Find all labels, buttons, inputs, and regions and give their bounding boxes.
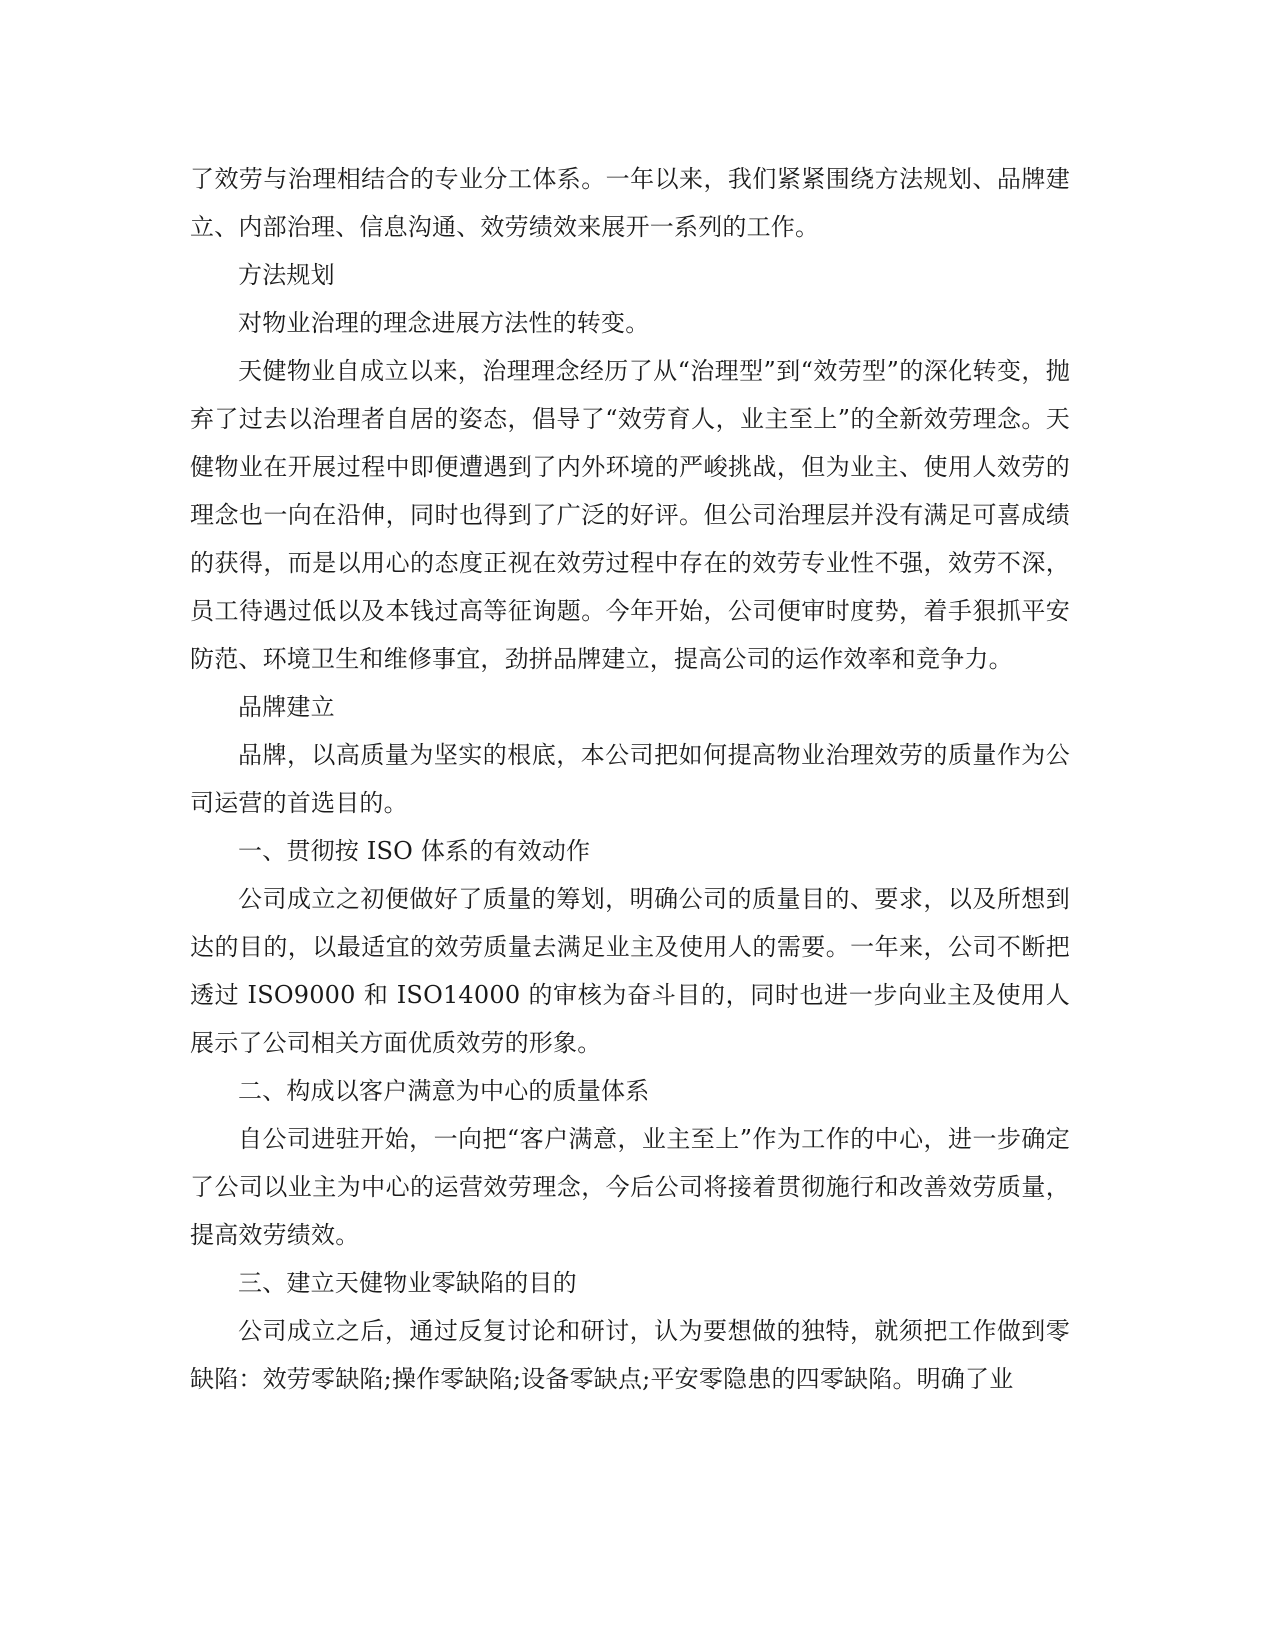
subsection-heading: 一、贯彻按 ISO 体系的有效动作 (238, 837, 591, 865)
paragraph: 自公司进驻开始，一向把“客户满意，业主至上”作为工作的中心，进一步确定了公司以业主为中心的运营效劳理念，今后公司将接着贯彻施行和改善效劳质量，提高效劳绩效。 (190, 1125, 1070, 1249)
paragraph: 品牌，以高质量为坚实的根底，本公司把如何提高物业治理效劳的质量作为公司运营的首选目的。 (190, 741, 1070, 817)
paragraph: 天健物业自成立以来，治理理念经历了从“治理型”到“效劳型”的深化转变，抛弃了过去以治理者自居的姿态，倡导了“效劳育人，业主至上”的全新效劳理念。天健物业在开展过程中即便遭遇到了内外环境的严峻挑战，但为业主、使用人效劳的理念也一向在沿伸，同时也得到了广泛的好评。但公司治理层并没有满足可喜成绩的获得，而是以用心的态度正视在效劳过程中存在的效劳专业性不强，效劳不深，员工待遇过低以及本钱过高等征询题。今年开始，公司便审时度势，着手狠抓平安防范、环境卫生和维修事宜，劲拼品牌建立，提高公司的运作效率和竞争力。 (190, 357, 1070, 673)
paragraph: 公司成立之初便做好了质量的筹划，明确公司的质量目的、要求，以及所想到达的目的，以最适宜的效劳质量去满足业主及使用人的需要。一年来，公司不断把透过 ISO9000 和 ISO14000 的审核为奋斗目的，同时也进一步向业主及使用人展示了公司相关方面优质效劳的形象。 (190, 885, 1070, 1057)
paragraph: 对物业治理的理念进展方法性的转变。 (238, 309, 650, 337)
section-heading: 品牌建立 (238, 693, 335, 721)
subsection-heading: 三、建立天健物业零缺陷的目的 (238, 1269, 577, 1297)
section-heading: 方法规划 (238, 261, 335, 289)
paragraph: 了效劳与治理相结合的专业分工体系。一年以来，我们紧紧围绕方法规划、品牌建立、内部治理、信息沟通、效劳绩效来展开一系列的工作。 (190, 165, 1070, 241)
body-text (190, 155, 1070, 1403)
subsection-heading: 二、构成以客户满意为中心的质量体系 (238, 1077, 650, 1105)
paragraph: 公司成立之后，通过反复讨论和研讨，认为要想做的独特，就须把工作做到零缺陷：效劳零缺陷;操作零缺陷;设备零缺点;平安零隐患的四零缺陷。明确了业 (190, 1317, 1070, 1393)
